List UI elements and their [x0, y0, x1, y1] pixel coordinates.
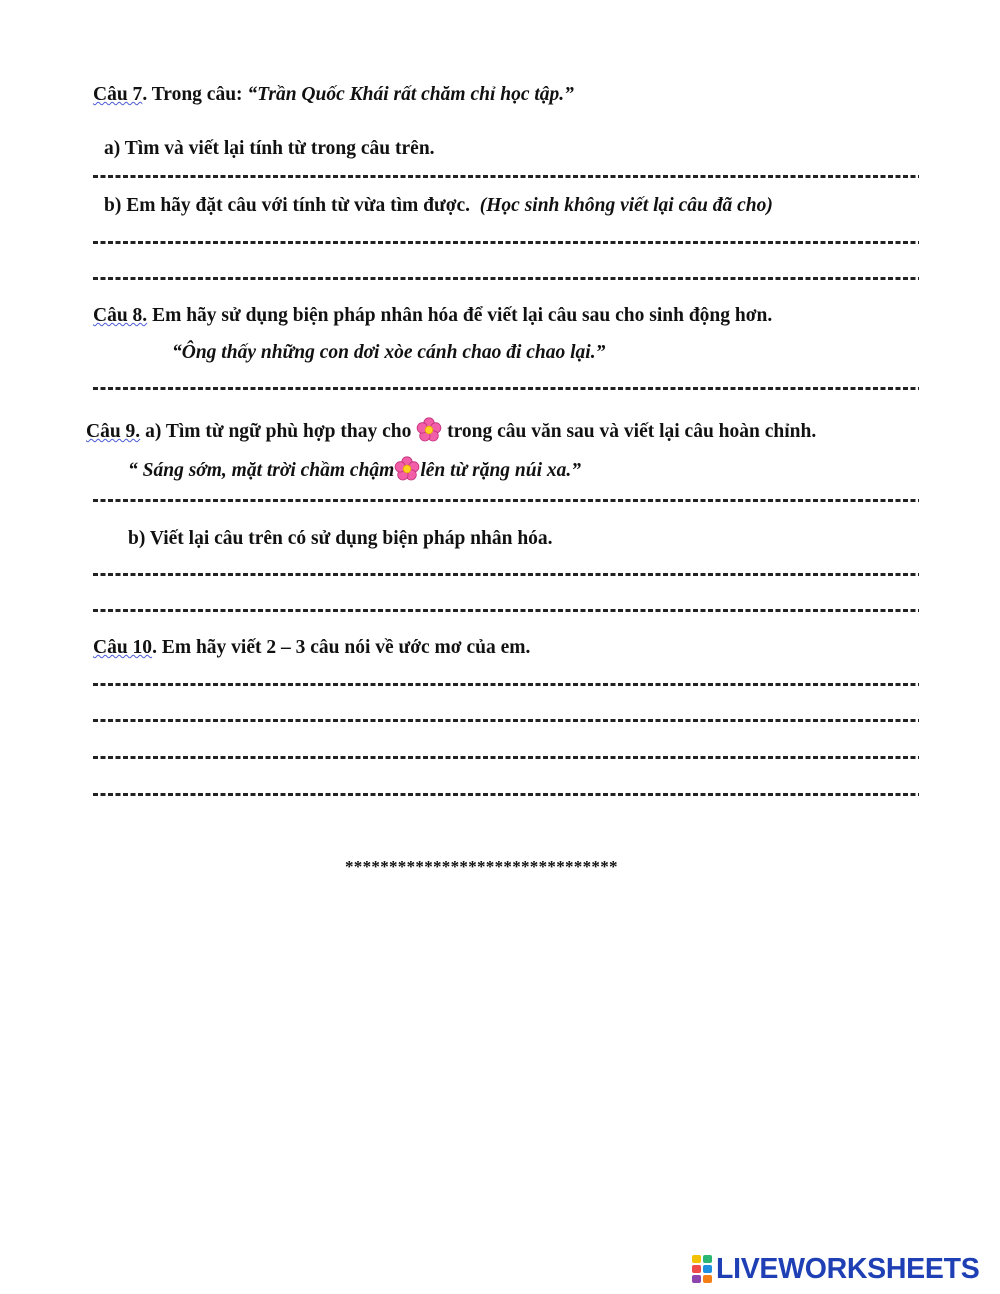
- q7-label: Câu 7: [93, 84, 143, 105]
- q7-part-a: a) Tìm và viết lại tính từ trong câu trên.: [104, 138, 435, 159]
- answer-line[interactable]: [93, 387, 919, 390]
- q9-label: Câu 9.: [86, 421, 141, 442]
- flower-icon: [416, 417, 442, 443]
- answer-line[interactable]: [93, 277, 919, 280]
- q9-part-b: b) Viết lại câu trên có sử dụng biện pháp nhân hóa.: [128, 528, 553, 549]
- q9-heading: [86, 417, 816, 443]
- q7-quote: “Trần Quốc Khái rất chăm chỉ học tập.”: [247, 84, 574, 105]
- answer-line[interactable]: [93, 241, 919, 244]
- q9-part-a-before: a) Tìm từ ngữ phù hợp thay cho: [140, 421, 417, 442]
- logo-text: LIVEWORKSHEETS: [716, 1252, 980, 1285]
- liveworksheets-logo: [692, 1252, 979, 1286]
- q7-intro: . Trong câu:: [142, 84, 248, 105]
- q10-text: . Em hãy viết 2 – 3 câu nói về ước mơ của em.: [152, 637, 531, 658]
- q10-label: Câu 10: [93, 637, 153, 658]
- q7-part-b-note: (Học sinh không viết lại câu đã cho): [479, 195, 773, 216]
- q8-text: Em hãy sử dụng biện pháp nhân hóa để viết lại câu sau cho sinh động hơn.: [147, 305, 773, 326]
- answer-line[interactable]: [93, 609, 919, 612]
- end-marker: *******************************: [345, 857, 618, 876]
- q9-part-a-after: trong câu văn sau và viết lại câu hoàn chỉnh.: [442, 421, 817, 442]
- q8-heading: [93, 306, 772, 326]
- q8-label: Câu 8.: [93, 305, 148, 326]
- q7-heading: [93, 85, 574, 105]
- answer-line[interactable]: [93, 499, 919, 502]
- answer-line[interactable]: [93, 719, 919, 722]
- logo-mark-icon: [692, 1255, 712, 1283]
- q9-quote: [128, 456, 581, 482]
- answer-line[interactable]: [93, 175, 919, 178]
- q7-part-b-text: b) Em hãy đặt câu với tính từ vừa tìm được.: [104, 195, 471, 216]
- answer-line[interactable]: [93, 683, 919, 686]
- q8-quote: “Ông thấy những con dơi xòe cánh chao đi chao lại.”: [172, 342, 606, 363]
- answer-line[interactable]: [93, 793, 919, 796]
- answer-line[interactable]: [93, 573, 919, 576]
- q9-quote-before: “ Sáng sớm, mặt trời chầm chậm: [128, 460, 395, 481]
- q10-heading: [93, 638, 530, 658]
- flower-icon: [394, 456, 420, 482]
- q7-part-b: [104, 196, 773, 216]
- q9-quote-after: lên từ rặng núi xa.”: [420, 460, 582, 481]
- answer-line[interactable]: [93, 756, 919, 759]
